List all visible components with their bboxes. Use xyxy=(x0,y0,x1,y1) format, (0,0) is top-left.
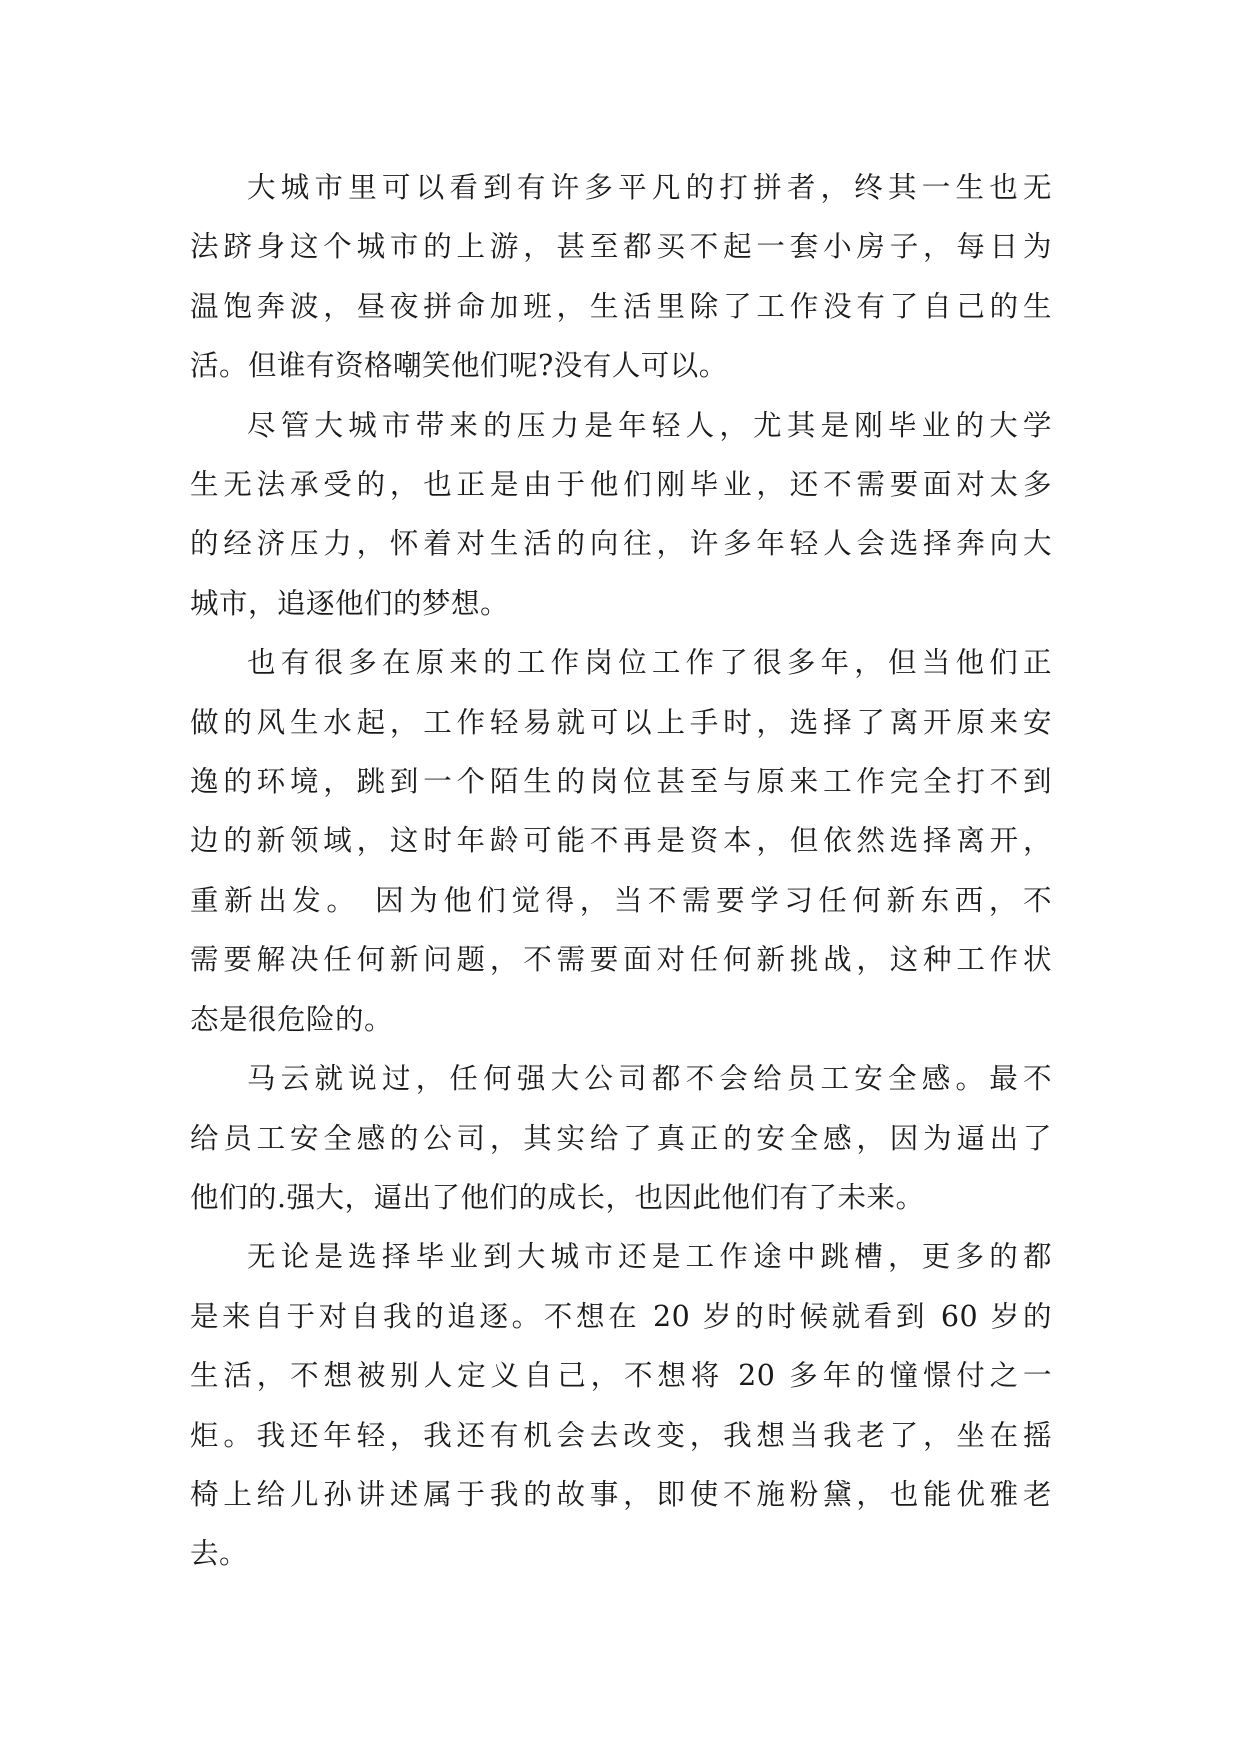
paragraph-line: 态是很危险的。 xyxy=(190,1002,394,1036)
paragraph xyxy=(190,1227,1052,1583)
paragraph-line: 尽管大城市带来的压力是年轻人，尤其是刚毕业的大学 xyxy=(247,408,1052,442)
paragraph-line: 的经济压力，怀着对生活的向往，许多年轻人会选择奔向大 xyxy=(190,527,1052,561)
document-page xyxy=(190,158,1052,1584)
paragraph-line: 炬。我还年轻，我还有机会去改变，我想当我老了，坐在摇 xyxy=(190,1418,1052,1452)
paragraph-line: 活。但谁有资格嘲笑他们呢?没有人可以。 xyxy=(190,349,728,383)
paragraph-line: 大城市里可以看到有许多平凡的打拼者，终其一生也无 xyxy=(247,171,1052,204)
paragraph-line: 是来自于对自我的追逐。不想在 20 岁的时候就看到 60 岁的 xyxy=(190,1299,1052,1333)
paragraph-line: 需要解决任何新问题，不需要面对任何新挑战，这种工作状 xyxy=(190,943,1052,977)
paragraph-line: 马云就说过，任何强大公司都不会给员工安全感。最不 xyxy=(247,1062,1052,1096)
paragraph-line: 做的风生水起，工作轻易就可以上手时，选择了离开原来安 xyxy=(190,705,1052,739)
paragraph-line: 生活，不想被别人定义自己，不想将 20 多年的憧憬付之一 xyxy=(190,1359,1052,1393)
paragraph-line: 温饱奔波，昼夜拼命加班，生活里除了工作没有了自己的生 xyxy=(190,289,1052,323)
paragraph-line: 也有很多在原来的工作岗位工作了很多年，但当他们正 xyxy=(247,646,1052,680)
paragraph-line: 重新出发。 因为他们觉得，当不需要学习任何新东西，不 xyxy=(190,883,1052,917)
paragraph-line: 逸的环境，跳到一个陌生的岗位甚至与原来工作完全打不到 xyxy=(190,765,1052,799)
paragraph-line: 椅上给儿孙讲述属于我的故事，即使不施粉黛，也能优雅老 xyxy=(190,1477,1052,1511)
paragraph-line: 他们的.强大，逼出了他们的成长，也因此他们有了未来。 xyxy=(190,1180,925,1214)
paragraph-line: 生无法承受的，也正是由于他们刚毕业，还不需要面对太多 xyxy=(190,468,1052,502)
paragraph-line: 去。 xyxy=(190,1537,249,1571)
paragraph-line: 边的新领域，这时年龄可能不再是资本，但依然选择离开， xyxy=(190,824,1052,858)
paragraph xyxy=(190,633,1052,1049)
paragraph-line: 无论是选择毕业到大城市还是工作途中跳槽，更多的都 xyxy=(247,1240,1052,1274)
paragraph-line: 法跻身这个城市的上游，甚至都买不起一套小房子，每日为 xyxy=(190,230,1052,264)
paragraph xyxy=(190,396,1052,634)
paragraph xyxy=(190,158,1052,396)
paragraph-line: 给员工安全感的公司，其实给了真正的安全感，因为逼出了 xyxy=(190,1121,1052,1155)
paragraph xyxy=(190,1049,1052,1227)
paragraph-line: 城市，追逐他们的梦想。 xyxy=(190,586,510,620)
